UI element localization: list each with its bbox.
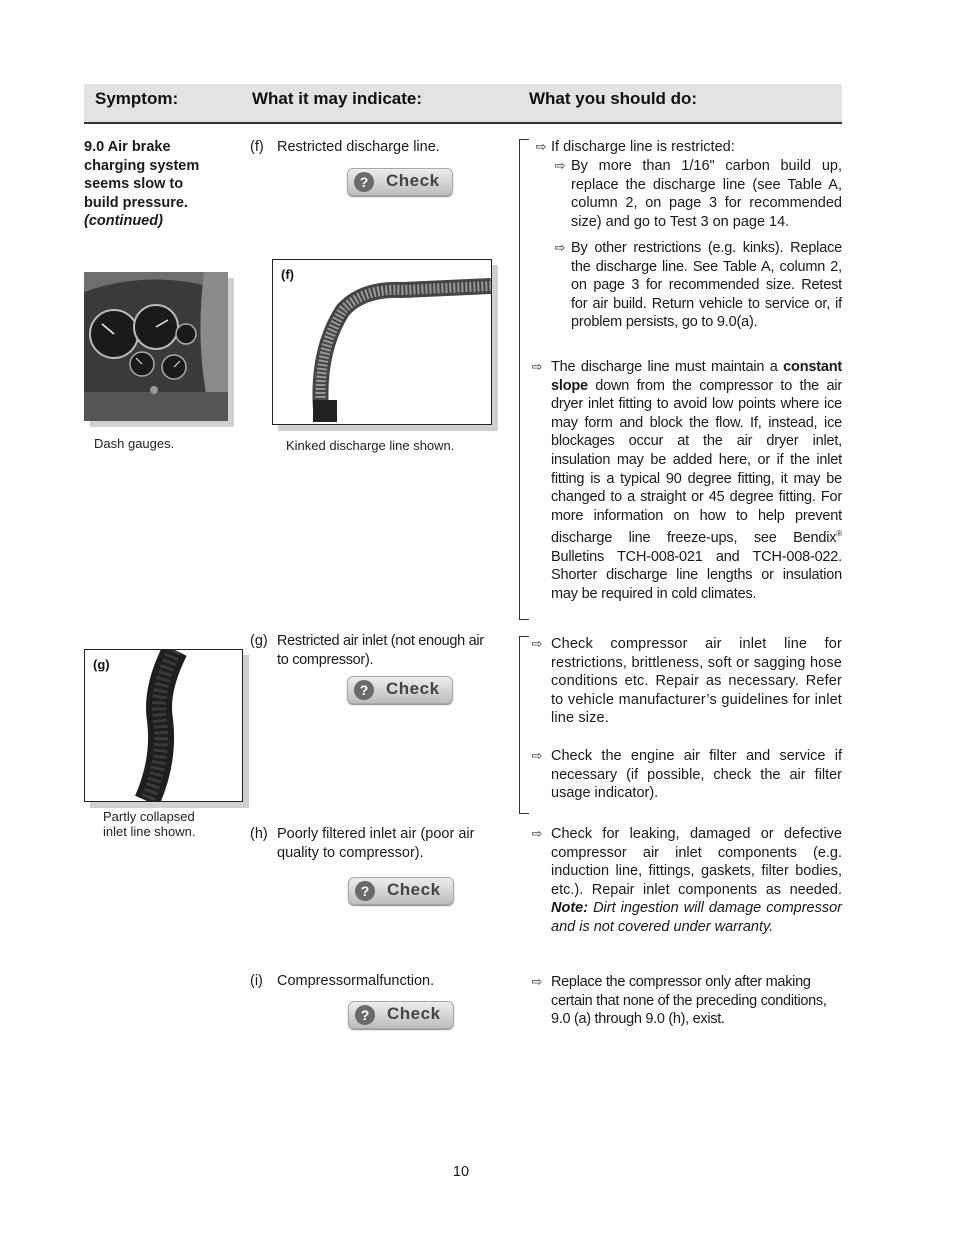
arrow-icon: ⇨ bbox=[531, 974, 543, 989]
dash-gauges-illustration bbox=[84, 272, 228, 421]
arrow-icon: ⇨ bbox=[531, 826, 543, 841]
header-symptom: Symptom: bbox=[95, 89, 179, 108]
arrow-icon: ⇨ bbox=[554, 158, 566, 173]
check-button-h[interactable] bbox=[348, 877, 454, 905]
action-g1: Check compressor air inlet line for restrictions, brittleness, soft or sagging hose conditions etc. Repair as necessary. Refer to vehicle manufacturer’s guidelines for inlet line size. bbox=[551, 636, 842, 727]
collapsed-caption: Partly collapsed inlet line shown. bbox=[103, 809, 196, 839]
kinked-line-photo bbox=[272, 259, 492, 425]
indication-i-text: Compressormalfunction. bbox=[277, 973, 435, 989]
arrow-icon: ⇨ bbox=[531, 359, 543, 374]
header-do: What you should do: bbox=[529, 89, 698, 108]
action-f-slope: The discharge line must maintain a constant slope down from the compressor to the air dryer inlet fitting to avoid low points where ice may form and block the flow. If, instead, ice blockages occur at the air dryer inlet, insulation may be added here, or if the inlet fitting is a typical 90 degree fitting, it may be changed to a straight or 45 degree fitting. For more information on how to help prevent discharge line freeze-ups, see Bendix® Bulletins TCH-008-021 and TCH-008-022. Shorter discharge line lengths or insulation may be required in cold climates. bbox=[551, 359, 842, 602]
collapsed-inlet-photo bbox=[84, 649, 243, 802]
kinked-line-illustration bbox=[273, 260, 491, 424]
bracket-g bbox=[519, 636, 529, 814]
indication-f-text: Restricted discharge line. bbox=[277, 139, 440, 155]
photo-f-label: (f) bbox=[281, 267, 294, 282]
arrow-icon: ⇨ bbox=[535, 139, 547, 154]
dash-gauges-photo bbox=[84, 272, 228, 421]
check-button-g[interactable] bbox=[347, 676, 453, 704]
indication-h-text: Poorly filtered inlet air (poor air quality to compressor). bbox=[277, 826, 475, 861]
check-label: Check bbox=[387, 880, 441, 899]
table-header bbox=[84, 84, 842, 124]
action-f-sub2: By other restrictions (e.g. kinks). Replace the discharge line. See Table A, column 2, on page 3 for recommended size. Retest for air build. Return vehicle to service or, if problem persists, go to 9.0(a). bbox=[571, 240, 842, 331]
indication-f-label: (f) bbox=[250, 139, 264, 155]
kinked-caption: Kinked discharge line shown. bbox=[286, 438, 455, 453]
check-button-f[interactable] bbox=[347, 168, 453, 196]
action-f-intro: If discharge line is restricted: bbox=[551, 139, 735, 155]
indication-i-label: (i) bbox=[250, 973, 263, 989]
check-button-i[interactable] bbox=[348, 1001, 454, 1029]
photo-g-label: (g) bbox=[93, 657, 110, 672]
collapsed-inlet-illustration bbox=[85, 650, 242, 801]
question-icon: ? bbox=[355, 1005, 375, 1025]
bracket-f bbox=[519, 139, 529, 620]
page-number: 10 bbox=[452, 1164, 470, 1180]
action-f-sub1: By more than 1/16" carbon build up, replace the discharge line (see Table A, column 2, on page 3 for recommended size) and go to Test 3 on page 14. bbox=[571, 158, 842, 230]
question-icon: ? bbox=[354, 680, 374, 700]
indication-h-label: (h) bbox=[250, 826, 268, 842]
question-icon: ? bbox=[354, 172, 374, 192]
dash-caption: Dash gauges. bbox=[94, 436, 175, 451]
indication-g-text: Restricted air inlet (not enough air to compressor). bbox=[277, 633, 484, 668]
indication-g-label: (g) bbox=[250, 633, 268, 649]
header-indicate: What it may indicate: bbox=[252, 89, 423, 108]
check-label: Check bbox=[386, 171, 440, 190]
action-g2: Check the engine air filter and service if necessary (if possible, check the air filter usage indicator). bbox=[551, 748, 842, 802]
action-i: Replace the compressor only after making certain that none of the preceding conditions, 9.0 (a) through 9.0 (h), exist. bbox=[551, 974, 827, 1028]
arrow-icon: ⇨ bbox=[554, 240, 566, 255]
arrow-icon: ⇨ bbox=[531, 748, 543, 763]
action-h: Check for leaking, damaged or defective compressor air inlet components (e.g. induction line, fittings, gaskets, filter bodies, etc.). Repair inlet components as needed. Note: Dirt ingestion will damage compressor and is not covered under warranty. bbox=[551, 826, 842, 935]
check-label: Check bbox=[386, 679, 440, 698]
arrow-icon: ⇨ bbox=[531, 636, 543, 651]
symptom-text: 9.0 Air brake charging system seems slow to build pressure. (continued) bbox=[84, 139, 200, 230]
question-icon: ? bbox=[355, 881, 375, 901]
check-label: Check bbox=[387, 1004, 441, 1023]
